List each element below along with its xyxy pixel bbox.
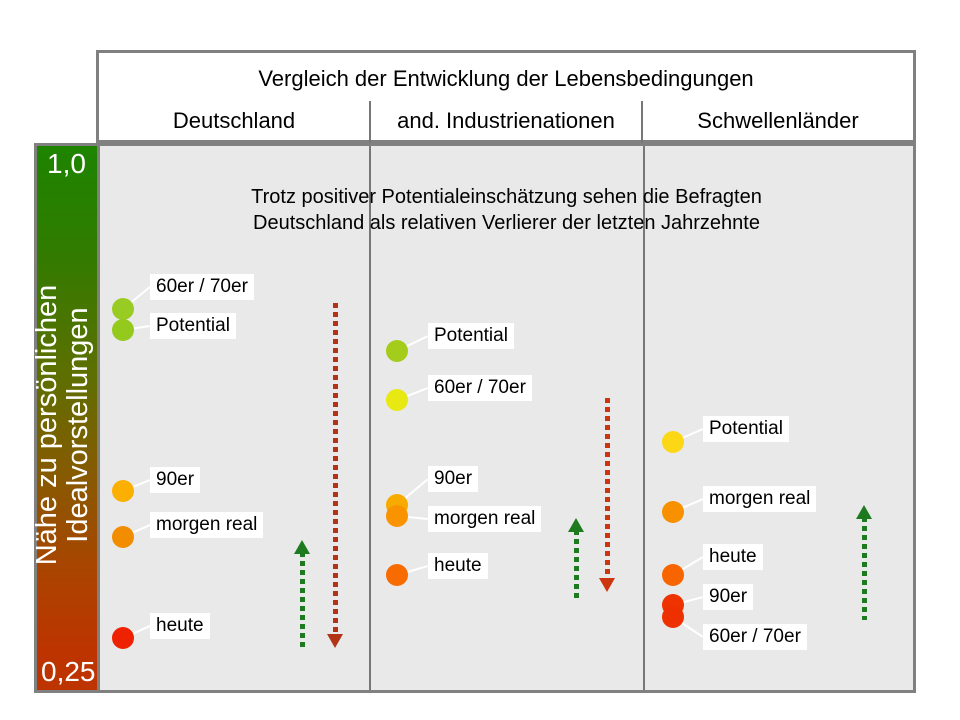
point-label-and-industrienationen-morgen-real: morgen real: [428, 506, 541, 532]
column-header-schwellenlaender: Schwellenländer: [697, 108, 859, 133]
y-axis-title: [32, 215, 96, 635]
column-header-deutschland: Deutschland: [172, 108, 296, 133]
point-label-schwellenl-nder-morgen-real: morgen real: [703, 486, 816, 512]
point-label-schwellenl-nder-60er-70er: 60er / 70er: [703, 624, 807, 650]
annotation-text: [100, 184, 913, 236]
point-label-schwellenl-nder-potential: Potential: [703, 416, 789, 442]
y-axis-max-label: 1,0: [47, 148, 86, 179]
annotation-line1: Trotz positiver Potentialeinschätzung sehen die Befragten: [251, 186, 762, 208]
point-label-and-industrienationen-potential: Potential: [428, 323, 514, 349]
point-label-and-industrienationen-60er-70er: 60er / 70er: [428, 375, 532, 401]
plot-area: [100, 143, 916, 693]
point-label-deutschland-heute: heute: [150, 613, 210, 639]
annotation-line2: Deutschland als relativen Verlierer der letzten Jahrzehnte: [253, 212, 760, 234]
point-label-deutschland-morgen-real: morgen real: [150, 512, 263, 538]
point-label-and-industrienationen-90er: 90er: [428, 466, 478, 492]
y-axis-title-line2: Idealvorstellungen: [62, 307, 94, 543]
column-header-industrienationen: and. Industrienationen: [369, 101, 643, 143]
point-label-deutschland-potential: Potential: [150, 313, 236, 339]
y-axis-min-label: 0,25: [41, 656, 96, 687]
column-header-row: [99, 101, 913, 143]
table-header: [96, 50, 916, 143]
point-label-deutschland-90er: 90er: [150, 467, 200, 493]
point-label-schwellenl-nder-heute: heute: [703, 544, 763, 570]
point-label-and-industrienationen-heute: heute: [428, 553, 488, 579]
chart-title: Vergleich der Entwicklung der Lebensbedingungen: [258, 66, 754, 91]
y-axis-title-line1: Nähe zu persönlichen: [31, 284, 63, 566]
point-label-schwellenl-nder-90er: 90er: [703, 584, 753, 610]
point-label-deutschland-60er-70er: 60er / 70er: [150, 274, 254, 300]
